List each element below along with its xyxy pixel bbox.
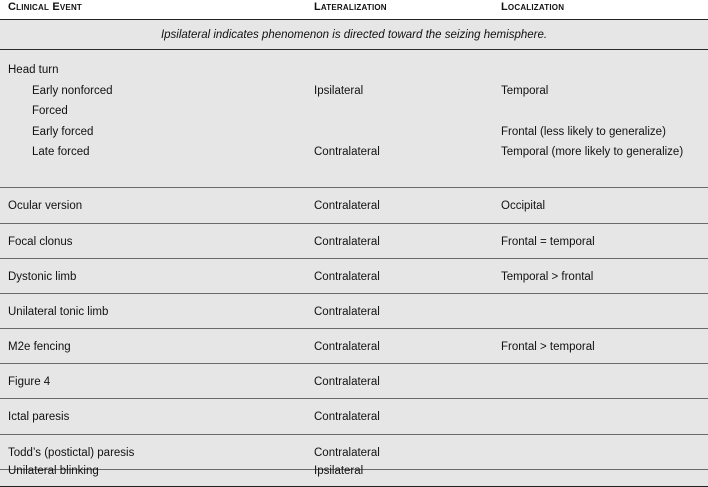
event-forced: Forced <box>32 105 68 117</box>
event-cell: Todd’s (postictal) paresis <box>8 447 135 459</box>
localization-early-forced: Frontal (less likely to generalize) <box>501 126 666 138</box>
localization-early-nonforced: Temporal <box>501 85 549 97</box>
event-early-forced: Early forced <box>32 126 94 138</box>
lateralization-cell: Contralateral <box>314 376 380 388</box>
event-cell: Focal clonus <box>8 236 73 248</box>
table-body <box>0 20 708 487</box>
table-row <box>0 259 708 294</box>
lateralization-cell: Contralateral <box>314 236 380 248</box>
lateralization-cell: Ipsilateral <box>314 465 364 477</box>
event-cell: Unilateral blinking <box>8 465 99 477</box>
table-row <box>0 465 708 487</box>
header-lateralization: Lateralization <box>314 1 387 13</box>
localization-late-forced: Temporal (more likely to generalize) <box>501 146 684 158</box>
lateralization-early-nonforced: Ipsilateral <box>314 85 364 97</box>
lateralization-cell: Contralateral <box>314 271 380 283</box>
event-cell: Figure 4 <box>8 376 51 388</box>
header-clinical-event: Clinical Event <box>8 1 83 13</box>
lateralization-cell: Contralateral <box>314 411 380 423</box>
localization-cell: Temporal > frontal <box>501 271 594 283</box>
event-late-forced: Late forced <box>32 146 90 158</box>
event-cell: M2e fencing <box>8 341 71 353</box>
table-row <box>0 188 708 224</box>
event-early-nonforced: Early nonforced <box>32 85 113 97</box>
table-note: Ipsilateral indicates phenomenon is directed toward the seizing hemisphere. <box>0 20 708 50</box>
table-row <box>0 329 708 364</box>
event-head-turn: Head turn <box>8 64 59 76</box>
localization-cell: Frontal = temporal <box>501 236 595 248</box>
event-cell: Unilateral tonic limb <box>8 306 109 318</box>
table-row <box>0 399 708 435</box>
header-localization: Localization <box>501 1 565 13</box>
lateralization-cell: Contralateral <box>314 200 380 212</box>
lateralization-cell: Contralateral <box>314 341 380 353</box>
table-row <box>0 294 708 329</box>
event-cell: Dystonic limb <box>8 271 77 283</box>
table-row-head-turn <box>0 50 708 188</box>
localization-cell: Frontal > temporal <box>501 341 595 353</box>
localization-cell: Occipital <box>501 200 546 212</box>
table-row <box>0 224 708 259</box>
event-cell: Ictal paresis <box>8 411 70 423</box>
table-row <box>0 364 708 399</box>
lateralization-cell: Contralateral <box>314 306 380 318</box>
table-header <box>0 0 708 20</box>
lateralization-cell: Contralateral <box>314 447 380 459</box>
lateralization-late-forced: Contralateral <box>314 146 380 158</box>
event-cell: Ocular version <box>8 200 83 212</box>
